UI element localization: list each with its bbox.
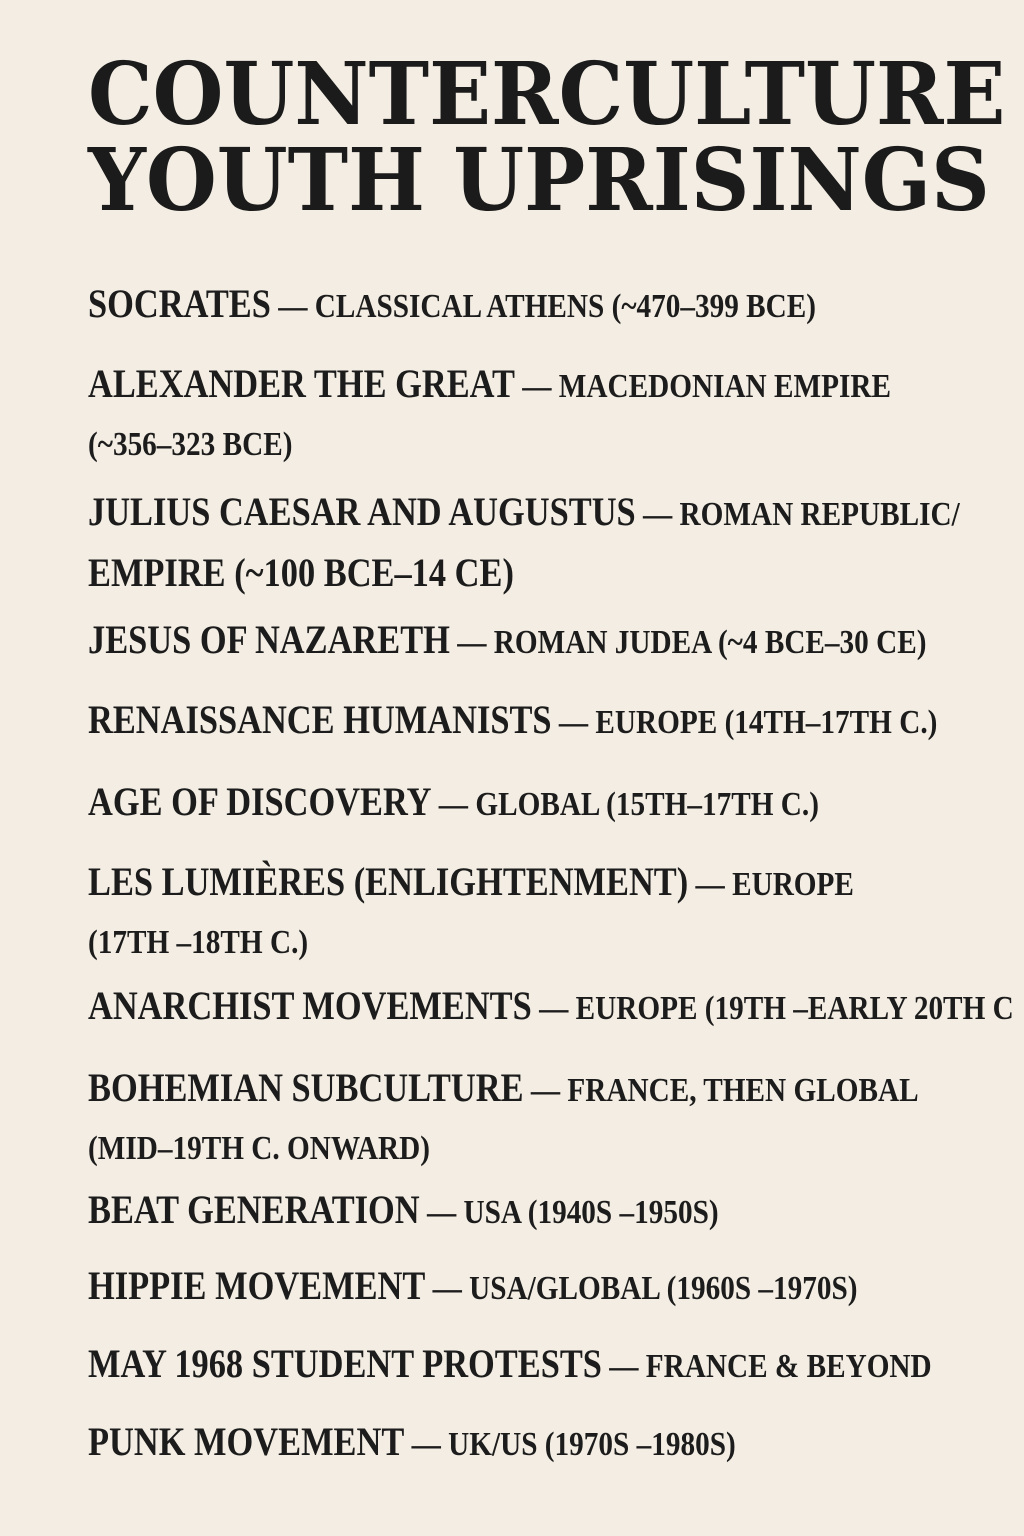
entry-name: RENAISSANCE HUMANISTS bbox=[88, 697, 552, 742]
list-item bbox=[88, 1416, 736, 1477]
list-item bbox=[88, 1260, 857, 1321]
list-item bbox=[88, 776, 819, 837]
entry-name: JULIUS CAESAR AND AUGUSTUS bbox=[88, 489, 636, 534]
entry-separator: — bbox=[449, 624, 494, 661]
entry-detail: EUROPE (19TH –EARLY 20TH C bbox=[575, 990, 1014, 1027]
entry-separator: — bbox=[270, 288, 315, 325]
entry-separator: — bbox=[523, 1072, 568, 1109]
list-item bbox=[88, 1062, 919, 1175]
entry-separator: — bbox=[688, 866, 733, 903]
entry-name: PUNK MOVEMENT bbox=[88, 1419, 405, 1464]
entry-separator: — bbox=[404, 1426, 449, 1463]
entry-detail-continued: (17TH –18TH C.) bbox=[88, 924, 309, 961]
entry-detail: ROMAN JUDEA (~4 BCE–30 CE) bbox=[493, 624, 927, 661]
entry-separator: — bbox=[425, 1270, 470, 1307]
entry-name: ALEXANDER THE GREAT bbox=[88, 361, 515, 406]
entry-detail: MACEDONIAN EMPIRE bbox=[558, 368, 891, 405]
title-line-2: YOUTH UPRISINGS bbox=[88, 130, 990, 231]
entry-detail: UK/US (1970S –1980S) bbox=[448, 1426, 736, 1463]
entry-separator: — bbox=[635, 496, 680, 533]
list-item bbox=[88, 358, 891, 471]
title-line-1: COUNTERCULTURE bbox=[88, 44, 1006, 145]
entry-name: AGE OF DISCOVERY bbox=[88, 779, 432, 824]
entry-separator: — bbox=[601, 1348, 646, 1385]
entry-detail: FRANCE & BEYOND bbox=[645, 1348, 932, 1385]
entry-detail: ROMAN REPUBLIC/ bbox=[679, 496, 960, 533]
entry-separator: — bbox=[551, 704, 596, 741]
entry-separator: — bbox=[531, 990, 576, 1027]
entry-name: BOHEMIAN SUBCULTURE bbox=[88, 1065, 524, 1110]
list-item bbox=[88, 694, 937, 755]
list-item bbox=[88, 980, 1014, 1041]
entry-separator: — bbox=[419, 1194, 464, 1231]
entry-detail: CLASSICAL ATHENS (~470–399 BCE) bbox=[314, 288, 817, 325]
entry-name: SOCRATES bbox=[88, 281, 271, 326]
entry-detail-continued: EMPIRE (~100 BCE–14 CE) bbox=[88, 550, 514, 595]
entry-detail-continued: (MID–19TH C. ONWARD) bbox=[88, 1130, 430, 1167]
entry-name: MAY 1968 STUDENT PROTESTS bbox=[88, 1341, 602, 1386]
list-item bbox=[88, 1184, 719, 1245]
entry-separator: — bbox=[431, 786, 476, 823]
entry-name: HIPPIE MOVEMENT bbox=[88, 1263, 426, 1308]
list-item bbox=[88, 1338, 932, 1399]
entry-separator: — bbox=[514, 368, 559, 405]
entry-detail: GLOBAL (15TH–17TH C.) bbox=[475, 786, 819, 823]
entry-name: ANARCHIST MOVEMENTS bbox=[88, 983, 532, 1028]
entry-name: BEAT GENERATION bbox=[88, 1187, 420, 1232]
list-item bbox=[88, 856, 854, 969]
list-item bbox=[88, 614, 926, 675]
entry-name: LES LUMIÈRES (ENLIGHTENMENT) bbox=[88, 859, 689, 904]
list-item bbox=[88, 278, 816, 339]
entry-detail-continued: (~356–323 BCE) bbox=[88, 426, 293, 463]
entry-name: JESUS OF NAZARETH bbox=[88, 617, 450, 662]
entry-detail: EUROPE (14TH–17TH C.) bbox=[595, 704, 938, 741]
entry-detail: FRANCE, THEN GLOBAL bbox=[567, 1072, 919, 1109]
entry-detail: USA/GLOBAL (1960S –1970S) bbox=[469, 1270, 858, 1307]
page-title bbox=[88, 44, 1006, 231]
entry-detail: EUROPE bbox=[732, 866, 854, 903]
entry-detail: USA (1940S –1950S) bbox=[463, 1194, 719, 1231]
list-item bbox=[88, 486, 960, 599]
